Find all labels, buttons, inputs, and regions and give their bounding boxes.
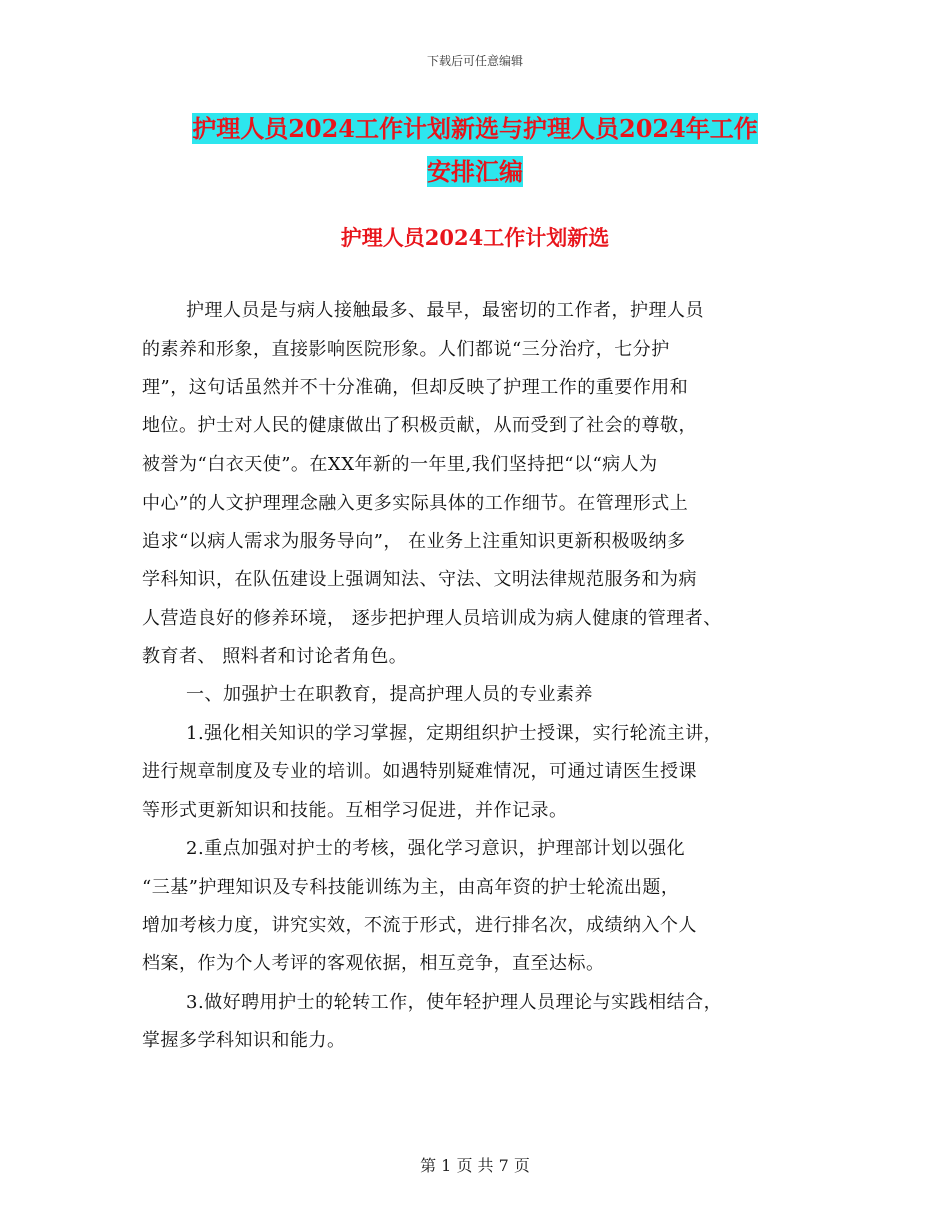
document-title-text-2: 安排汇编: [427, 157, 523, 186]
body-line: 被誉为“白衣天使”。在XX年新的一年里,我们坚持把“以“病人为: [142, 454, 658, 475]
body-line: 人营造良好的修养环境， 逐步把护理人员培训成为病人健康的管理者、: [142, 608, 722, 629]
section-title: 护理人员2024工作计划新选: [340, 225, 610, 250]
body-line: 3.做好聘用护士的轮转工作，使年轻护理人员理论与实践相结合，: [186, 992, 723, 1013]
heading-line: 一、加强护士在职教育，提高护理人员的专业素养: [186, 684, 593, 705]
body-line: 进行规章制度及专业的培训。如遇特别疑难情况，可通过请医生授课: [142, 761, 697, 782]
body-line: 理”，这句话虽然并不十分准确，但却反映了护理工作的重要作用和: [142, 377, 689, 398]
body-line: 掌握多学科知识和能力。: [142, 1030, 346, 1051]
body-line: 护理人员是与病人接触最多、最早，最密切的工作者，护理人员: [186, 300, 704, 321]
page-number-footer: 第 1 页 共 7 页: [420, 1156, 530, 1175]
body-line: 等形式更新知识和技能。互相学习促进，并作记录。: [142, 800, 568, 821]
body-line: 学科知识，在队伍建设上强调知法、守法、文明法律规范服务和为病: [142, 569, 697, 590]
body-line: 1.强化相关知识的学习掌握，定期组织护士授课，实行轮流主讲，: [186, 723, 723, 744]
body-line: 2.重点加强对护士的考核，强化学习意识，护理部计划以强化: [186, 838, 686, 859]
body-line: 追求“以病人需求为服务导向”， 在业务上注重知识更新积极吸纳多: [142, 531, 686, 552]
document-title-text-1: 护理人员2024工作计划新选与护理人员2024年工作: [192, 114, 758, 143]
body-line: 档案，作为个人考评的客观依据，相互竞争，直至达标。: [142, 953, 605, 974]
document-title-line-1: [0, 112, 950, 146]
body-line: 地位。护士对人民的健康做出了积极贡献，从而受到了社会的尊敬，: [142, 415, 697, 436]
body-line: 的素养和形象，直接影响医院形象。人们都说“三分治疗，七分护: [142, 339, 670, 360]
header-note: 下载后可任意编辑: [426, 54, 523, 68]
body-line: 中心”的人文护理理念融入更多实际具体的工作细节。在管理形式上: [142, 493, 689, 514]
body-line: 教育者、 照料者和讨论者角色。: [142, 646, 408, 667]
document-title-line-2: [0, 155, 950, 189]
body-line: 增加考核力度，讲究实效，不流于形式，进行排名次，成绩纳入个人: [142, 915, 697, 936]
body-line: “三基”护理知识及专科技能训练为主，由高年资的护士轮流出题，: [142, 877, 680, 898]
